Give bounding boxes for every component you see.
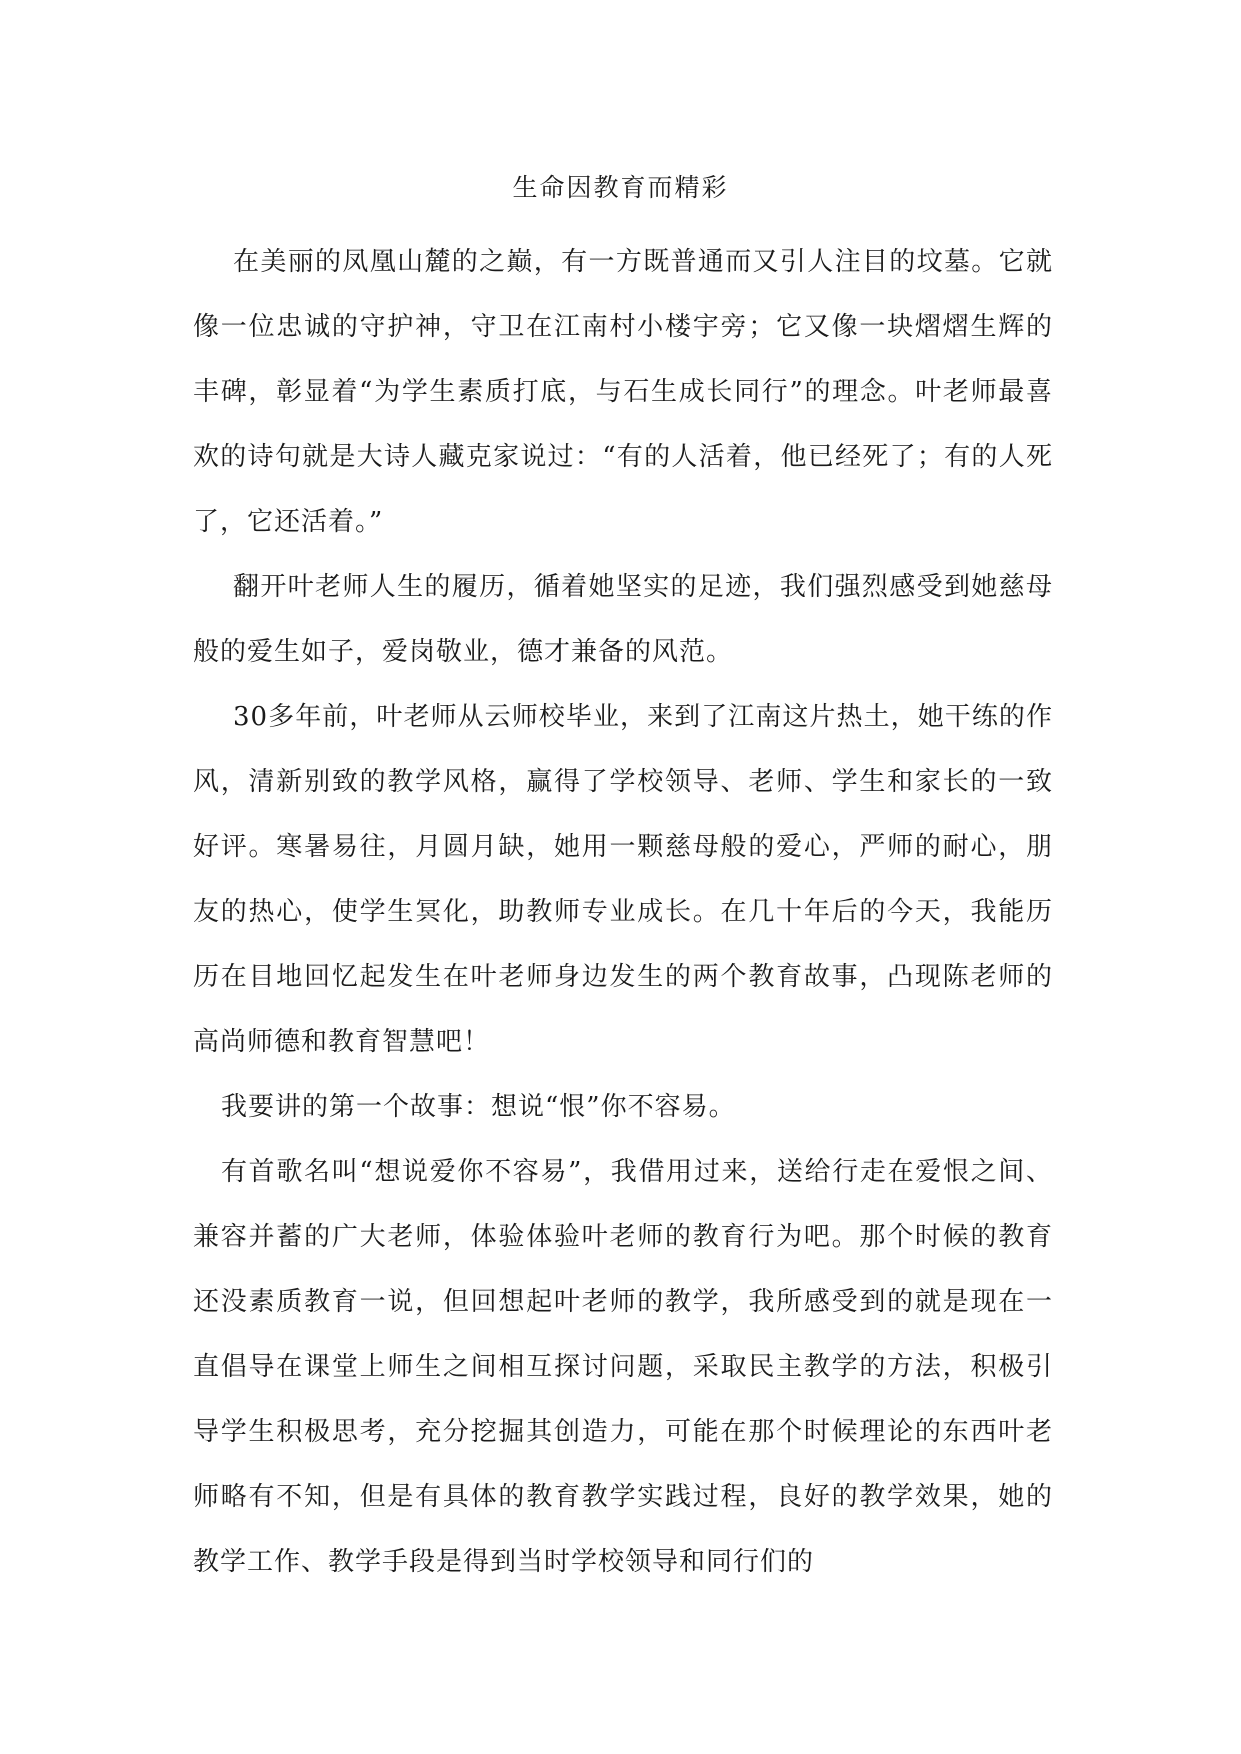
paragraph-2: 翻开叶老师人生的履历，循着她坚实的足迹，我们强烈感受到她慈母般的爱生如子，爱岗敬业，德才兼备的风范。: [193, 572, 1053, 667]
paragraph-4: 我要讲的第一个故事：想说“恨”你不容易。: [221, 1092, 736, 1122]
paragraph-5: 有首歌名叫“想说爱你不容易”，我借用过来，送给行走在爱恨之间、兼容并蓄的广大老师，体验体验叶老师的教育行为吧。那个时候的教育还没素质教育一说，但回想起叶老师的教学，我所感受到的就是现在一直倡导在课堂上师生之间相互探讨问题，采取民主教学的方法，积极引导学生积极思考，充分挖掘其创造力，可能在那个时候理论的东西叶老师略有不知，但是有具体的教育教学实践过程，良好的教学效果，她的教学工作、教学手段是得到当时学校领导和同行们的: [193, 1157, 1053, 1577]
document-title: 生命因教育而精彩: [512, 173, 729, 202]
document-body: [193, 230, 1053, 1595]
paragraph-3: 30多年前，叶老师从云师校毕业，来到了江南这片热土，她干练的作风，清新别致的教学风格，赢得了学校领导、老师、学生和家长的一致好评。寒暑易往，月圆月缺，她用一颗慈母般的爱心，严师的耐心，朋友的热心，使学生冥化，助教师专业成长。在几十年后的今天，我能历历在目地回忆起发生在叶老师身边发生的两个教育故事，凸现陈老师的高尚师德和教育智慧吧！: [193, 702, 1053, 1057]
paragraph-1: 在美丽的凤凰山麓的之巅，有一方既普通而又引人注目的坟墓。它就像一位忠诚的守护神，守卫在江南村小楼宇旁；它又像一块熠熠生辉的丰碑，彰显着“为学生素质打底，与石生成长同行”的理念。叶老师最喜欢的诗句就是大诗人藏克家说过：“有的人活着，他已经死了；有的人死了，它还活着。”: [193, 247, 1053, 537]
